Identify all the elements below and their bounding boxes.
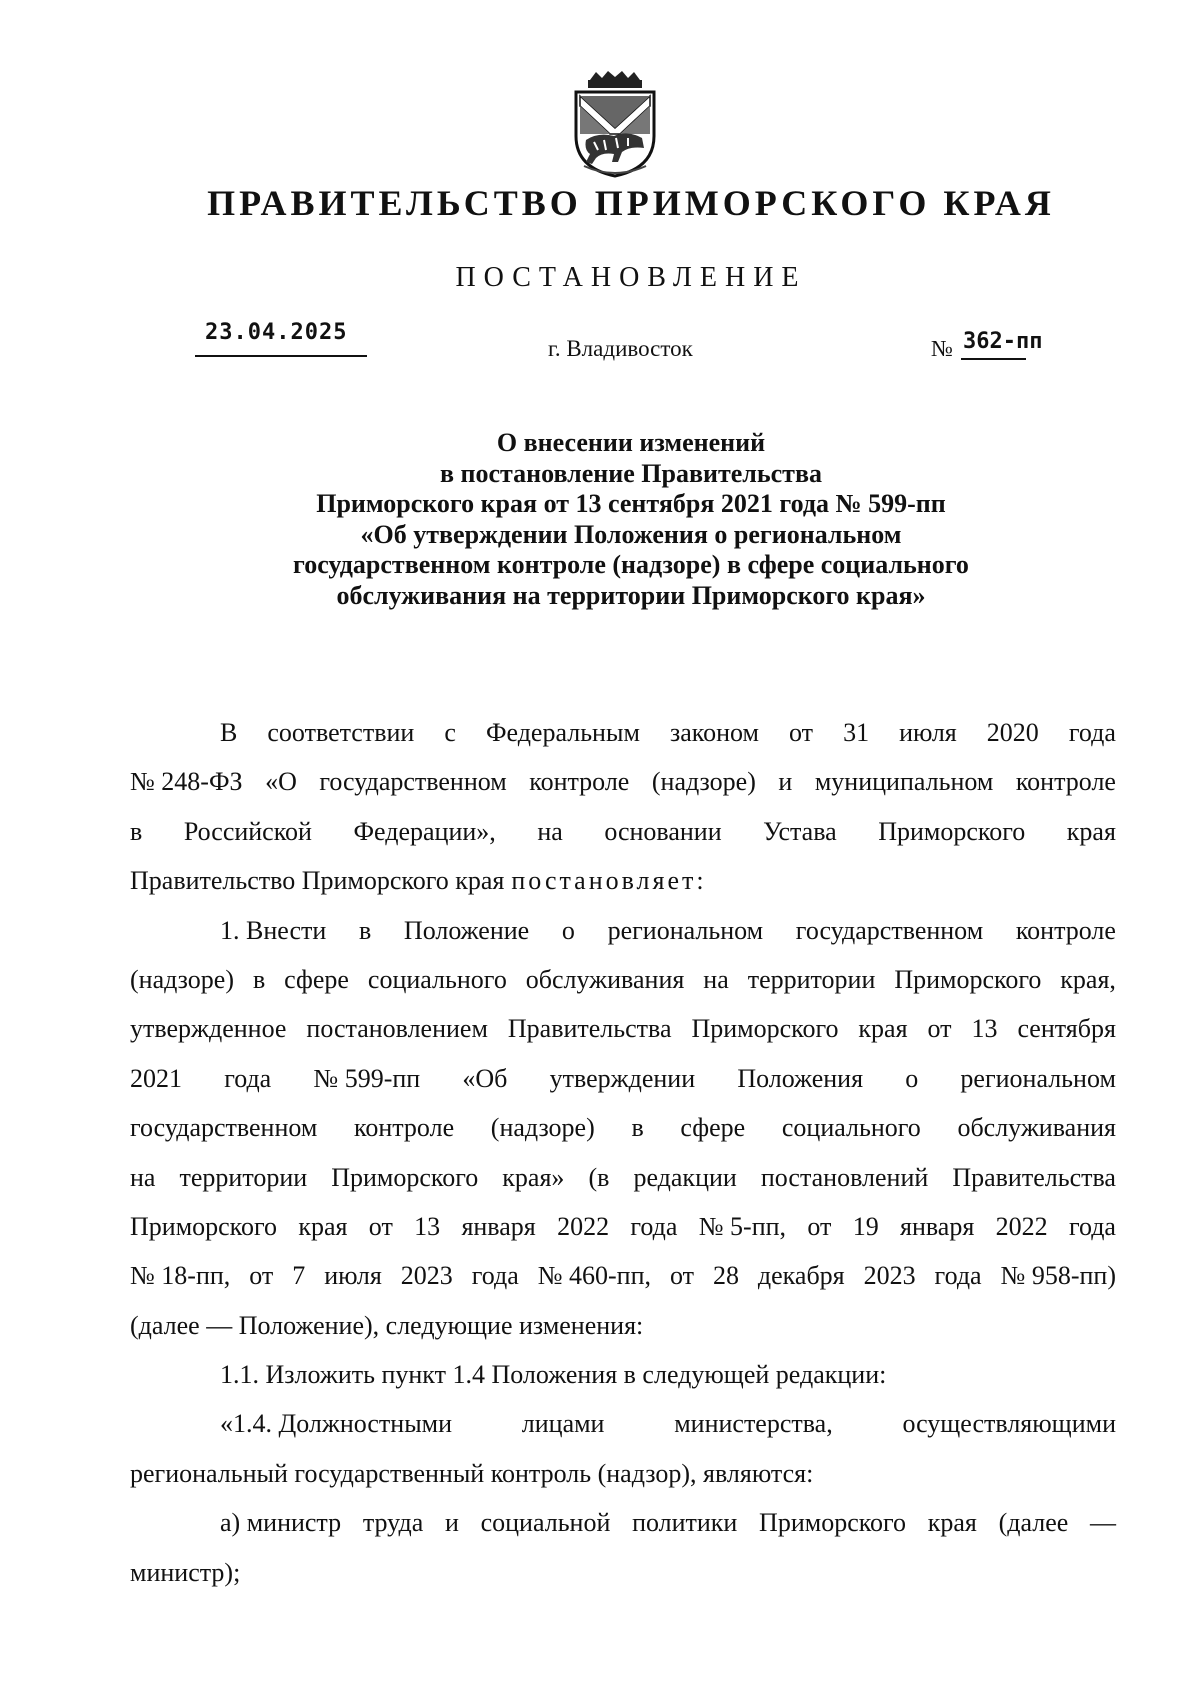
word: политики <box>632 1508 738 1538</box>
word: — <box>1089 1508 1116 1538</box>
word: в <box>252 964 266 994</box>
body-text: Правительство Приморского края <box>130 866 505 896</box>
word: 13 <box>414 1211 441 1241</box>
word: и <box>778 767 793 797</box>
word: года <box>1068 1211 1116 1241</box>
word: постановлением <box>306 1014 488 1044</box>
word: на <box>537 816 563 846</box>
word: (надзоре) <box>651 767 756 797</box>
heading-line: государственном контроле (надзоре) в сфере социального <box>293 550 969 579</box>
body-line <box>130 1261 1116 1310</box>
word: государственном <box>319 767 507 797</box>
word: Приморского <box>759 1508 907 1538</box>
word: социального <box>781 1113 921 1143</box>
word: 2023 <box>400 1261 453 1291</box>
word: Приморского <box>894 964 1042 994</box>
word: утверждении <box>549 1063 696 1093</box>
word: от <box>368 1211 393 1241</box>
word: края <box>1066 816 1116 846</box>
word: декабря <box>757 1261 845 1291</box>
word: от <box>807 1211 832 1241</box>
word: социальной <box>480 1508 611 1538</box>
body-line <box>130 817 1116 866</box>
word: 2022 <box>557 1211 610 1241</box>
body-line <box>130 1360 1116 1409</box>
word: государственном <box>130 1113 318 1143</box>
date-underline <box>195 355 367 357</box>
body-line <box>130 866 1116 915</box>
word: контроле <box>529 767 630 797</box>
word: № 599-пп <box>313 1063 421 1093</box>
word: Правительства <box>507 1014 672 1044</box>
word: сфере <box>680 1113 746 1143</box>
word: от <box>249 1261 274 1291</box>
number-underline <box>961 358 1026 360</box>
word: сентября <box>1017 1014 1116 1044</box>
word: края <box>858 1014 908 1044</box>
word: № 460-пп, <box>537 1261 652 1291</box>
word: обслуживания <box>957 1113 1116 1143</box>
word: января <box>900 1211 975 1241</box>
body-text: (далее — Положение), следующие изменения: <box>130 1310 644 1340</box>
word: № 18-пп, <box>130 1261 231 1291</box>
resolves-word: постановляет: <box>511 866 707 896</box>
word: труда <box>362 1508 424 1538</box>
document-type: ПОСТАНОВЛЕНИЕ <box>455 262 807 293</box>
word: января <box>461 1211 536 1241</box>
body-line <box>130 1409 1116 1458</box>
word: в <box>631 1113 644 1143</box>
word: (далее <box>998 1508 1069 1538</box>
heading-line: «Об утверждении Положения о региональном <box>360 519 902 549</box>
word: 31 <box>843 718 870 747</box>
word: года <box>471 1261 519 1291</box>
word: муниципальном <box>814 767 994 797</box>
body-line <box>130 1113 1116 1162</box>
word: Положения <box>737 1063 864 1093</box>
word: о <box>905 1063 919 1093</box>
word: (надзоре) <box>490 1113 595 1143</box>
word: контроле <box>1015 767 1116 797</box>
word: 2020 <box>986 718 1039 747</box>
word: обслуживания <box>525 964 685 994</box>
word: 19 <box>852 1211 879 1241</box>
word: Устава <box>763 816 837 846</box>
word: июля <box>899 718 957 747</box>
body-line <box>130 1459 1116 1508</box>
body-line <box>130 916 1116 965</box>
word: 1. Внести <box>220 915 327 945</box>
body-text: региональный государственный контроль (надзор), являются: <box>130 1458 814 1488</box>
word: территории <box>179 1162 308 1192</box>
heading-line: обслуживания на территории Приморского края» <box>336 580 926 610</box>
word: законом <box>669 718 759 747</box>
word: с <box>444 718 456 747</box>
word: региональном <box>607 915 764 945</box>
word: края, <box>1060 964 1116 994</box>
word: «1.4. Должностными <box>220 1409 453 1439</box>
coat-of-arms-emblem <box>572 70 658 178</box>
document-number: 362-пп <box>963 329 1043 354</box>
word: края» <box>502 1162 565 1192</box>
word: № 248-ФЗ <box>130 767 243 797</box>
word: а) министр <box>220 1508 342 1538</box>
word: «О <box>265 767 297 797</box>
body-line <box>130 1163 1116 1212</box>
word: Приморского <box>691 1014 839 1044</box>
body-text: министр); <box>130 1557 241 1587</box>
word: июля <box>324 1261 382 1291</box>
body-line <box>130 1014 1116 1063</box>
word: Приморского <box>878 816 1026 846</box>
word: года <box>934 1261 982 1291</box>
body-text: 1.1. Изложить пункт 1.4 Положения в следующей редакции: <box>220 1360 887 1390</box>
word: Федеральным <box>485 718 640 747</box>
word: о <box>561 915 575 945</box>
word: края <box>298 1211 348 1241</box>
body-line <box>130 965 1116 1014</box>
body-line <box>130 1212 1116 1261</box>
word: контроле <box>354 1113 455 1143</box>
word: (в <box>588 1162 610 1192</box>
body-line <box>130 1311 1116 1360</box>
word: «Об <box>462 1063 508 1093</box>
word: Федерации», <box>353 816 496 846</box>
body-line <box>130 1508 1116 1557</box>
word: в <box>130 816 143 846</box>
word: основании <box>604 816 722 846</box>
word: контроле <box>1015 915 1116 945</box>
word: и <box>444 1508 459 1538</box>
word: от <box>789 718 814 747</box>
word: постановлений <box>760 1162 929 1192</box>
document-date: 23.04.2025 <box>205 320 348 345</box>
word: 2022 <box>995 1211 1048 1241</box>
word: министерства, <box>674 1409 833 1439</box>
word: Положение <box>403 915 530 945</box>
body-line <box>130 1558 1116 1607</box>
word: сфере <box>284 964 349 994</box>
word: на <box>130 1162 156 1192</box>
heading-line: в постановление Правительства <box>439 458 822 488</box>
heading-line: Приморского края от 13 сентября 2021 года № 599-пп <box>316 489 946 518</box>
word: 13 <box>971 1014 998 1044</box>
word: от <box>927 1014 952 1044</box>
word: 7 <box>292 1261 306 1291</box>
word: осуществляющими <box>902 1409 1116 1439</box>
word: территории <box>747 964 876 994</box>
document-number-label: № <box>931 336 953 361</box>
word: № 958-пп) <box>1000 1261 1116 1291</box>
word: 2021 <box>130 1063 182 1093</box>
word: 2023 <box>863 1261 916 1291</box>
word: года <box>224 1063 272 1093</box>
word: года <box>1068 718 1116 747</box>
word: Приморского <box>331 1162 479 1192</box>
word: № 5-пп, <box>698 1211 787 1241</box>
word: (надзоре) <box>130 964 234 994</box>
word: государственном <box>795 915 984 945</box>
word: на <box>703 964 729 994</box>
word: утвержденное <box>130 1014 287 1044</box>
word: от <box>669 1261 694 1291</box>
word: 28 <box>712 1261 739 1291</box>
word: В <box>220 718 238 747</box>
word: региональном <box>960 1063 1116 1093</box>
body-line <box>130 1064 1116 1113</box>
body-line <box>130 767 1116 816</box>
word: редакции <box>633 1162 737 1192</box>
word: соответствии <box>267 718 415 747</box>
government-title: ПРАВИТЕЛЬСТВО ПРИМОРСКОГО КРАЯ <box>207 183 1055 223</box>
word: в <box>358 915 372 945</box>
word: лицами <box>521 1409 605 1439</box>
body-line <box>130 718 1116 767</box>
word: Приморского <box>130 1211 278 1241</box>
word: края <box>927 1508 977 1538</box>
document-city: г. Владивосток <box>548 336 693 361</box>
document-heading <box>200 428 1062 611</box>
word: года <box>630 1211 678 1241</box>
heading-line: О внесении изменений <box>496 428 766 457</box>
word: Российской <box>183 816 312 846</box>
word: социального <box>367 964 507 994</box>
word: Правительства <box>952 1162 1116 1192</box>
document-body <box>130 718 1116 1607</box>
